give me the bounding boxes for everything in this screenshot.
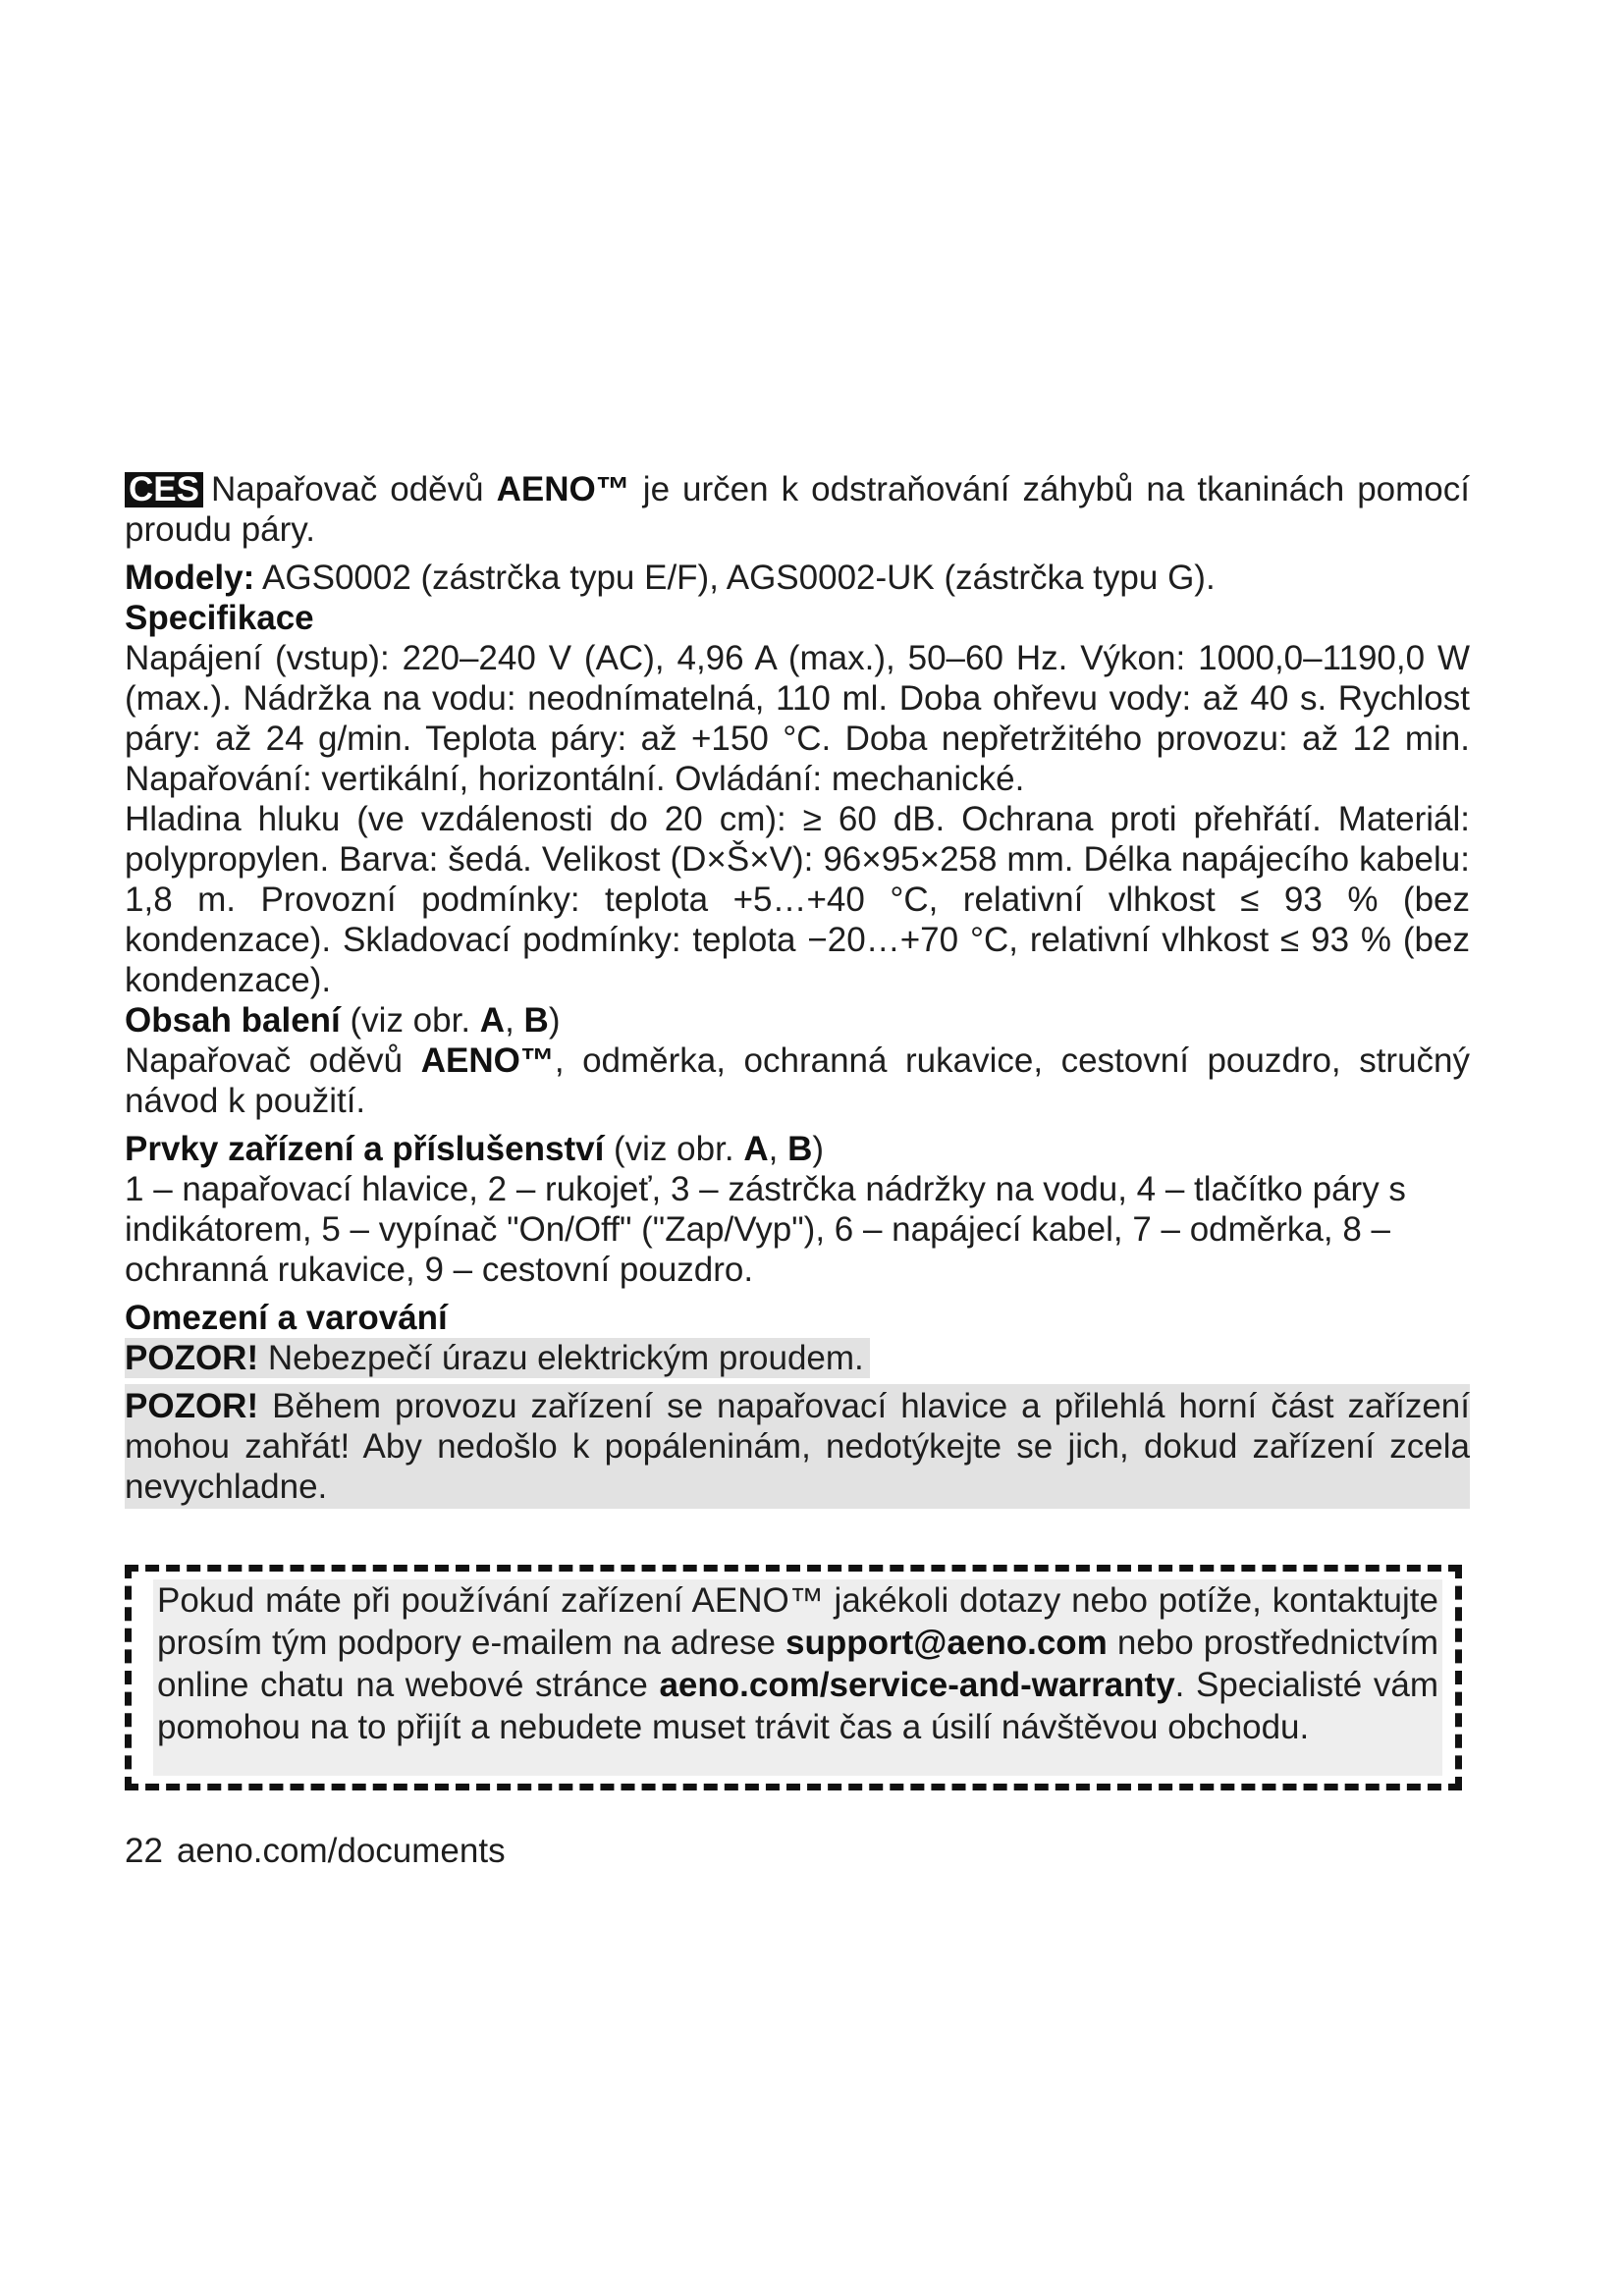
support-email[interactable]: support@aeno.com bbox=[785, 1624, 1108, 1662]
intro-brand: AENO™ bbox=[496, 470, 630, 508]
intro-pre: Napařovač oděvů bbox=[210, 470, 484, 508]
package-ref-post: ) bbox=[548, 1001, 561, 1040]
intro-paragraph bbox=[125, 469, 1470, 550]
spec-paragraph-1: Napájení (vstup): 220–240 V (AC), 4,96 A (max.), 50–60 Hz. Výkon: 1000,0–1190,0 W (max.). Nádržka na vodu: neodnímatelná, 110 ml. Doba ohřevu vody: až 40 s. Rychlost páry: až 24 g/min. Teplota páry: až +150 °C. Doba nepřetržitého provozu: až 12 min. Napařování: vertikální, horizontální. Ovládání: mechanické. bbox=[125, 639, 1470, 798]
components-list: 1 – napařovací hlavice, 2 – rukojeť, 3 – zástrčka nádržky na vodu, 4 – tlačítko páry s indikátorem, 5 – vypínač "On/Off" ("Zap/Vyp"), 6 – napájecí kabel, 7 – odměrka, 8 – ochranná rukavice, 9 – cestovní pouzdro. bbox=[125, 1170, 1406, 1289]
warnings-heading: Omezení a varování bbox=[125, 1299, 448, 1337]
package-brand: AENO™ bbox=[420, 1041, 555, 1080]
support-box bbox=[125, 1565, 1462, 1790]
warning-1-text: Nebezpečí úrazu elektrickým proudem. bbox=[267, 1339, 864, 1377]
package-text bbox=[125, 1041, 1470, 1121]
page-footer bbox=[125, 1832, 506, 1871]
support-post: . Specialisté vám pomohou na to přijít a nebudete muset trávit čas a úsilí návštěvou obchodu. bbox=[157, 1666, 1438, 1746]
components-heading-line bbox=[125, 1129, 1470, 1169]
package-ref-sep: , bbox=[505, 1001, 514, 1040]
components-ref-sep: , bbox=[768, 1130, 779, 1168]
support-url[interactable]: aeno.com/service-and-warranty bbox=[659, 1666, 1175, 1704]
warning-1 bbox=[125, 1338, 1470, 1378]
components-ref-a: A bbox=[743, 1130, 769, 1168]
documents-link[interactable]: aeno.com/documents bbox=[176, 1832, 506, 1870]
components-heading: Prvky zařízení a příslušenství bbox=[125, 1130, 605, 1168]
intro-post: je určen k odstraňování záhybů na tkaninách pomocí proudu páry. bbox=[125, 470, 1470, 549]
models-text: AGS0002 (zástrčka typu E/F), AGS0002-UK (zástrčka typu G). bbox=[262, 559, 1216, 597]
warning-1-label: POZOR! bbox=[125, 1339, 259, 1377]
package-heading-line bbox=[125, 1000, 1470, 1041]
package-ref-pre: (viz obr. bbox=[350, 1001, 471, 1040]
warning-2-text: Během provozu zařízení se napařovací hlavice a přilehlá horní část zařízení mohou zahřát! Aby nedošlo k popáleninám, nedotýkejte se jich, dokud zařízení zcela nevychladne. bbox=[125, 1387, 1470, 1506]
warning-2-label: POZOR! bbox=[125, 1387, 259, 1425]
main-content bbox=[125, 469, 1470, 1509]
warning-1-highlight bbox=[125, 1338, 870, 1378]
support-mid: nebo prostřednictvím online chatu na webové stránce bbox=[157, 1624, 1439, 1704]
components-ref-post: ) bbox=[812, 1130, 824, 1168]
models-label: Modely: bbox=[125, 559, 255, 597]
package-ref-b: B bbox=[523, 1001, 549, 1040]
components-ref-pre: (viz obr. bbox=[614, 1130, 734, 1168]
package-ref-a: A bbox=[479, 1001, 506, 1040]
support-text bbox=[153, 1579, 1442, 1776]
page-number: 22 bbox=[125, 1832, 163, 1870]
package-post: , odměrka, ochranná rukavice, cestovní pouzdro, stručný návod k použití. bbox=[125, 1041, 1471, 1120]
package-heading: Obsah balení bbox=[125, 1001, 341, 1040]
models-line bbox=[125, 558, 1470, 598]
spec-heading: Specifikace bbox=[125, 599, 314, 637]
package-pre: Napařovač oděvů bbox=[125, 1041, 404, 1080]
warning-2 bbox=[125, 1384, 1470, 1509]
support-pre: Pokud máte při používání zařízení AENO™ jakékoli dotazy nebo potíže, kontaktujte prosím tým podpory e-mailem na adrese bbox=[157, 1581, 1438, 1662]
components-ref-b: B bbox=[787, 1130, 813, 1168]
language-badge: CES bbox=[125, 472, 203, 507]
spec-paragraph-2: Hladina hluku (ve vzdálenosti do 20 cm): ≥ 60 dB. Ochrana proti přehřátí. Materiál: polypropylen. Barva: šedá. Velikost (D×Š×V): 96×95×258 mm. Délka napájecího kabelu: 1,8 m. Provozní podmínky: teplota +5…+40 °C, relativní vlhkost ≤ 93 % (bez kondenzace). Skladovací podmínky: teplota −20…+70 °C, relativní vlhkost ≤ 93 % (bez kondenzace). bbox=[125, 800, 1470, 999]
